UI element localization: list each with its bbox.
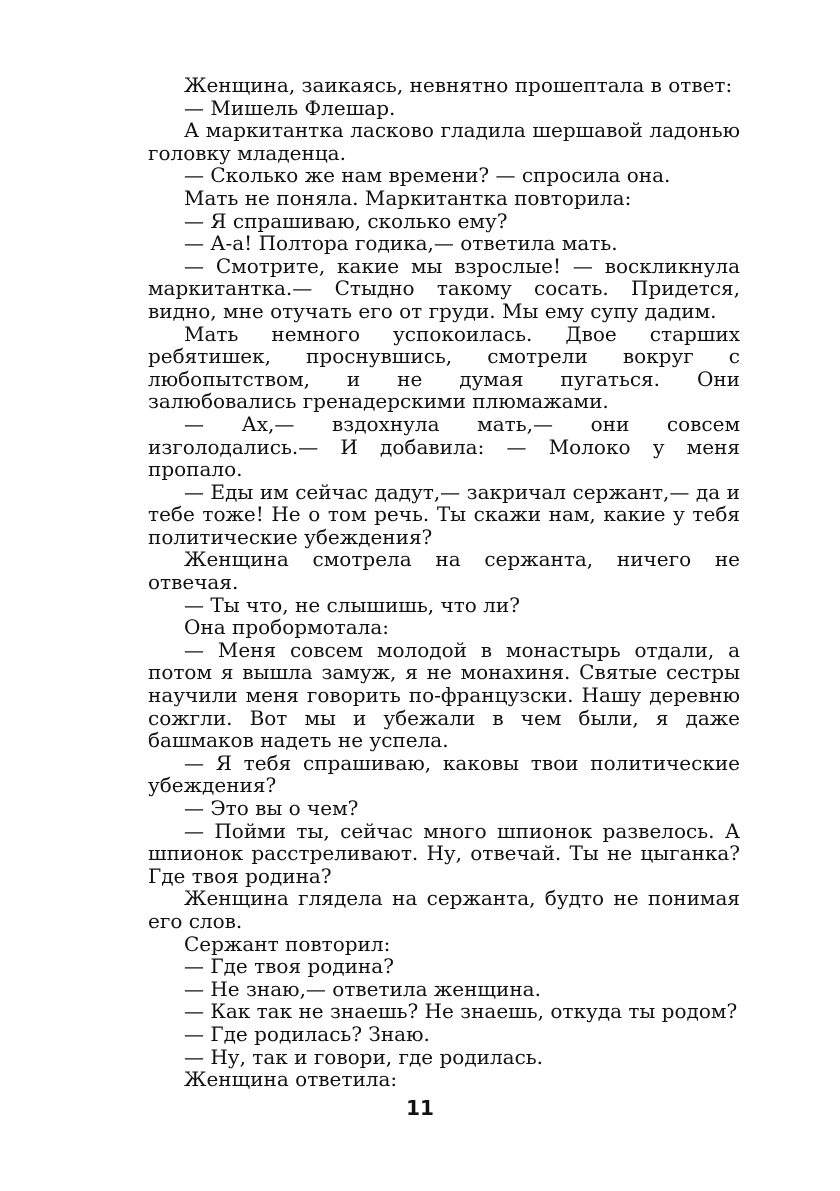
paragraph: — Ах,— вздохнула мать,— они совсем изголодались.— И добавила: — Молоко у меня пропало. <box>148 411 740 482</box>
paragraph: — Сколько же нам времени? — спросила она. <box>184 163 671 188</box>
paragraph: Женщина, заикаясь, невнятно прошептала в ответ: <box>184 73 733 97</box>
paragraph: Сержант повторил: <box>184 931 391 956</box>
paragraph: Мать не поняла. Маркитантка повторила: <box>184 185 632 210</box>
paragraph: — Еды им сейчас дадут,— закричал сержант,— да и тебе тоже! Не о том речь. Ты скажи нам, какие у тебя политические убеждения? <box>148 479 740 549</box>
paragraph: — Я тебя спрашиваю, каковы твои политические убеждения? <box>148 750 740 798</box>
paragraph: — Как так не знаешь? Не знаешь, откуда ты родом? <box>184 999 738 1024</box>
text-body <box>148 74 740 1091</box>
paragraph: — А-а! Полтора годика,— ответила мать. <box>184 231 618 256</box>
paragraph: — Ну, так и говори, где родилась. <box>184 1044 544 1069</box>
paragraph: А маркитантка ласково гладила шершавой ладонью головку младенца. <box>148 118 740 165</box>
paragraph: — Где твоя родина? <box>184 954 394 979</box>
paragraph: — Не знаю,— ответила женщина. <box>184 976 541 1001</box>
paragraph: — Мишель Флешар. <box>184 95 396 120</box>
paragraph: Женщина смотрела на сержанта, ничего не отвечая. <box>148 547 740 595</box>
paragraph: — Где родилась? Знаю. <box>184 1021 430 1046</box>
paragraph: — Я спрашиваю, сколько ему? <box>184 208 508 233</box>
paragraph: Мать немного успокоилась. Двое старших ребятишек, проснувшись, смотрели вокруг с любопытством, и не думая пугаться. Они залюбовались гренадерскими плюмажами. <box>148 321 740 414</box>
paragraph: — Ты что, не слышишь, что ли? <box>184 592 520 617</box>
page-number: 11 <box>406 1096 434 1120</box>
paragraph: Женщина глядела на сержанта, будто не понимая его слов. <box>148 886 740 933</box>
paragraph: — Это вы о чем? <box>184 796 359 820</box>
paragraph: — Пойми ты, сейчас много шпионок развелось. А шпионок расстреливают. Ну, отвечай. Ты не цыганка? Где твоя родина? <box>148 818 740 888</box>
paragraph: — Меня совсем молодой в монастырь отдали, а потом я вышла замуж, я не монахиня. Святые сестры научили меня говорить по-французски. Нашу деревню сожгли. Вот мы и убежали в чем были, я даже башмаков надеть не успела. <box>148 637 740 753</box>
paragraph: — Смотрите, какие мы взрослые! — воскликнула маркитантка.— Стыдно такому сосать. Придется, видно, мне отучать его от груди. Мы ему супу дадим. <box>148 253 740 323</box>
paragraph: Женщина ответила: <box>184 1067 398 1092</box>
paragraph: Она пробормотала: <box>184 615 390 640</box>
